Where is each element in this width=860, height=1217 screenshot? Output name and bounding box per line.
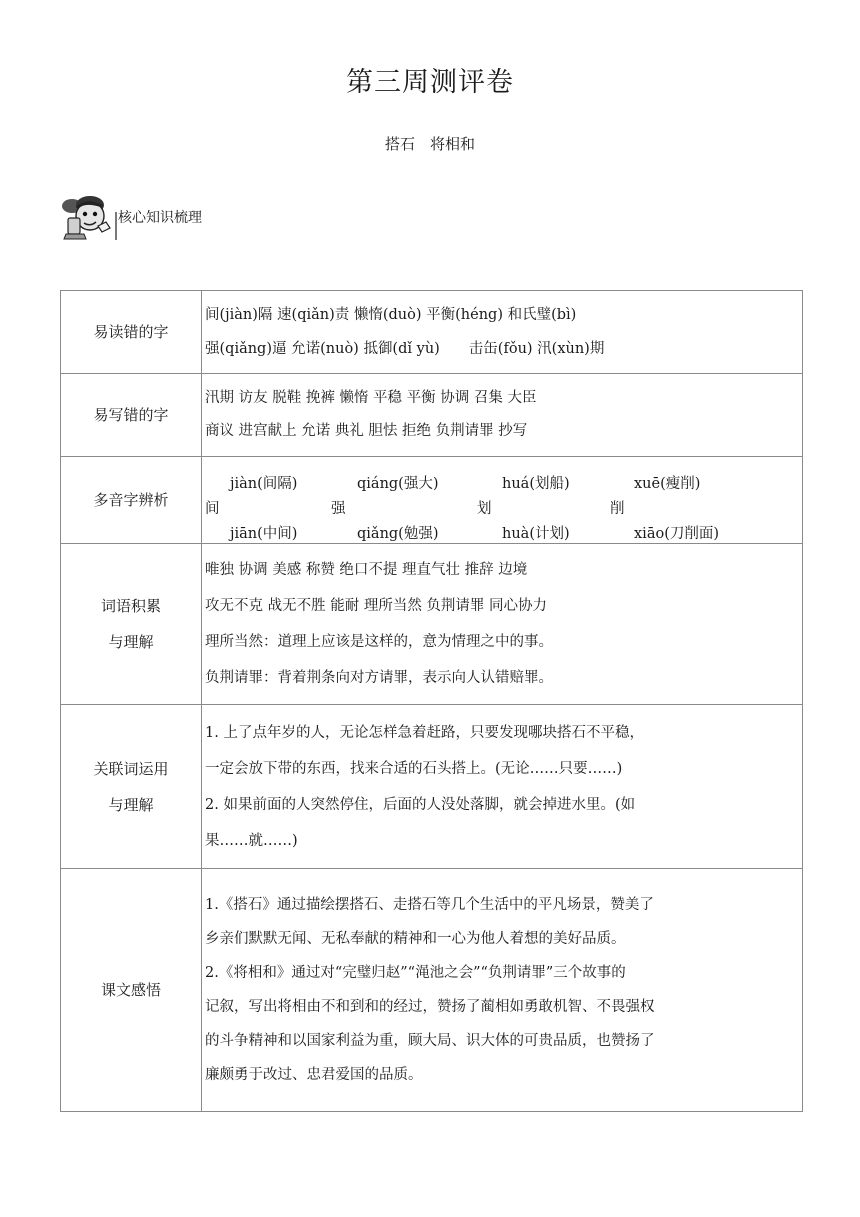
content-line: 汛期 访友 脱鞋 挽裤 懒惰 平稳 平衡 协调 召集 大臣 [205,390,537,406]
reading-top: huá(划船) [502,475,570,492]
content-line: 强(qiǎng)逼 允诺(nuò) 抵御(dǐ yù) 击缶(fǒu) 汛(xùn)期 [205,341,605,357]
row-content [202,457,803,544]
content-line: 乡亲们默默无闻、无私奉献的精神和一心为他人着想的美好品质。 [205,931,626,947]
page-title: 第三周测评卷 [346,67,514,98]
reading-bottom: xiāo(刀削面) [634,525,720,542]
row-heading: 多音字辨析 [61,457,202,544]
table-row [61,705,803,869]
section-label: 核心知识梳理 [118,210,202,226]
reading-bottom: jiān(中间) [230,525,298,542]
table-row [61,291,803,374]
content-line: 间(jiàn)隔 速(qiǎn)责 懒惰(duò) 平衡(héng) 和氏璧(bì) [205,307,577,323]
polyphonic-char: 强 [331,500,346,517]
knowledge-table [60,290,803,1112]
row-heading: 词语积累 与理解 [61,544,202,705]
polyphonic-char: 削 [610,500,625,517]
row-heading: 易读错的字 [61,291,202,374]
row-content [202,374,803,457]
table-row [61,457,803,544]
polyphonic-groups [205,458,792,543]
row-content [202,705,803,869]
row-heading: 关联词运用 与理解 [61,705,202,869]
table-row [61,869,803,1112]
content-line: 的斗争精神和以国家利益为重，顾大局、识大体的可贵品质，也赞扬了 [205,1033,655,1049]
thinking-student-mascot-icon [60,192,118,240]
content-line: 一定会放下带的东西，找来合适的石头搭上。(无论……只要……) [205,760,623,777]
row-content [202,291,803,374]
content-line: 廉颇勇于改过、忠君爱国的品质。 [205,1067,423,1083]
reading-top: xuē(瘦削) [634,475,701,492]
content-line: 1. 上了点年岁的人，无论怎样急着赶路，只要发现哪块搭石不平稳， [205,724,644,741]
polyphonic-char: 划 [477,500,492,517]
row-heading: 课文感悟 [61,869,202,1112]
content-line: 2. 如果前面的人突然停住，后面的人没处落脚，就会掉进水里。(如 [205,796,636,813]
content-line: 果……就……) [205,832,298,849]
content-line: 记叙，写出将相由不和到和的经过，赞扬了蔺相如勇敢机智、不畏强权 [205,999,655,1015]
reading-bottom: huà(计划) [502,525,570,542]
content-line: 理所当然：道理上应该是这样的，意为情理之中的事。 [205,634,553,650]
lesson-subtitle: 搭石 将相和 [384,135,475,153]
row-heading: 易写错的字 [61,374,202,457]
content-line: 唯独 协调 美感 称赞 绝口不提 理直气壮 推辞 边境 [205,562,528,578]
content-line: 负荆请罪：背着荆条向对方请罪，表示向人认错赔罪。 [205,670,553,686]
reading-top: qiáng(强大) [357,475,439,492]
reading-bottom: qiǎng(勉强) [357,525,439,542]
row-content [202,544,803,705]
section-header [60,192,202,240]
content-line: 2.《将相和》通过对“完璧归赵”“渑池之会”“负荆请罪”三个故事的 [205,965,626,981]
table-row [61,544,803,705]
polyphonic-char: 间 [205,500,220,517]
row-content [202,869,803,1112]
content-line: 商议 进宫献上 允诺 典礼 胆怯 拒绝 负荆请罪 抄写 [205,423,528,439]
reading-top: jiàn(间隔) [230,475,298,492]
table-row [61,374,803,457]
content-line: 攻无不克 战无不胜 能耐 理所当然 负荆请罪 同心协力 [205,598,548,614]
content-line: 1.《搭石》通过描绘摆搭石、走搭石等几个生活中的平凡场景，赞美了 [205,897,654,913]
